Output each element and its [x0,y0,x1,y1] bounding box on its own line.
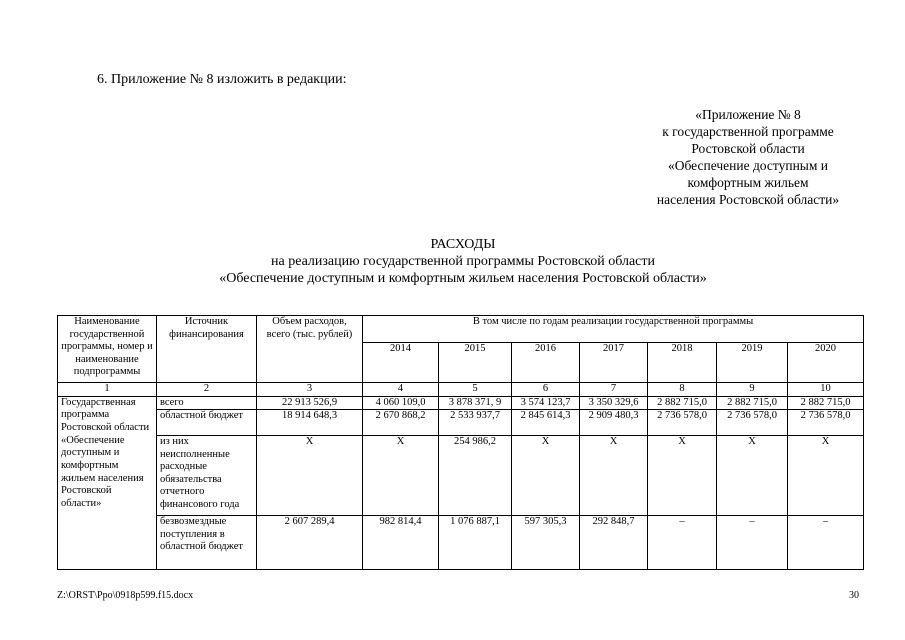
program-name-cell: Государственная программа Ростовской области «Обеспечение доступным и комфортным жильем населения Ростовской области» [58,396,157,570]
header-funding-source: Источник финансирования [157,316,257,383]
total-value: 18 914 648,3 [257,410,363,436]
year-value: 1 076 887,1 [439,516,512,570]
title-program: «Обеспечение доступным и комфортным жильем населения Ростовской области» [219,271,707,286]
appendix-reference [630,106,866,208]
year-value: Х [648,436,717,516]
appendix-line: «Приложение № 8 [695,107,801,122]
title-heading: РАСХОДЫ [430,237,496,252]
appendix-line: населения Ростовской области» [656,192,840,207]
year-value: 2 736 578,0 [717,410,788,436]
year-value: – [717,516,788,570]
appendix-line: к государственной программе [662,124,834,139]
appendix-line: комфортным жильем [687,175,809,190]
title-subline: на реализацию государственной программы Ростовской области [270,254,655,269]
column-number: 6 [512,383,580,397]
funding-source: из них неисполненные расходные обязательства отчетного финансового года [157,436,257,516]
year-value: 2 909 480,3 [580,410,648,436]
year-value: 3 574 123,7 [512,396,580,410]
year-value: 4 060 109,0 [363,396,439,410]
column-number: 3 [257,383,363,397]
column-number: 1 [58,383,157,397]
table-row [58,396,864,410]
table-row [58,516,864,570]
year-value: 2 736 578,0 [648,410,717,436]
year-value: 254 986,2 [439,436,512,516]
header-year: 2016 [512,343,580,383]
total-value: Х [257,436,363,516]
header-year: 2020 [788,343,864,383]
footer-file-path: Z:\ORST\Ppo\0918p599.f15.docx [57,590,194,601]
column-number: 4 [363,383,439,397]
header-year: 2017 [580,343,648,383]
appendix-line: Ростовской области [691,141,805,156]
year-value: Х [717,436,788,516]
funding-source: безвозмездные поступления в областной бюджет [157,516,257,570]
column-number: 7 [580,383,648,397]
year-value: – [648,516,717,570]
page-number: 30 [849,590,859,601]
funding-source: областной бюджет [157,410,257,436]
header-row [58,316,864,343]
year-value: – [788,516,864,570]
year-value: Х [788,436,864,516]
year-value: 2 882 715,0 [788,396,864,410]
expenses-table [57,315,864,570]
year-value: 982 814,4 [363,516,439,570]
year-value: 2 670 868,2 [363,410,439,436]
year-value: 2 533 937,7 [439,410,512,436]
header-year: 2015 [439,343,512,383]
column-number: 9 [717,383,788,397]
column-number-row [58,383,864,397]
year-value: 2 882 715,0 [717,396,788,410]
header-program-name: Наименование государственной программы, номер и наименование подпрограммы [58,316,157,383]
header-total-expenses: Объем расходов, всего (тыс. рублей) [257,316,363,383]
header-years-group: В том числе по годам реализации государственной программы [363,316,864,343]
header-year: 2014 [363,343,439,383]
total-value: 2 607 289,4 [257,516,363,570]
year-value: Х [580,436,648,516]
year-value: Х [363,436,439,516]
table-row [58,436,864,516]
year-value: 3 350 329,6 [580,396,648,410]
year-value: 3 878 371, 9 [439,396,512,410]
year-value: 292 848,7 [580,516,648,570]
header-year: 2018 [648,343,717,383]
column-number: 5 [439,383,512,397]
column-number: 2 [157,383,257,397]
year-value: 597 305,3 [512,516,580,570]
year-value: 2 736 578,0 [788,410,864,436]
year-value: 2 882 715,0 [648,396,717,410]
header-year: 2019 [717,343,788,383]
column-number: 10 [788,383,864,397]
total-value: 22 913 526,9 [257,396,363,410]
appendix-line: «Обеспечение доступным и [667,158,829,173]
column-number: 8 [648,383,717,397]
intro-text: 6. Приложение № 8 изложить в редакции: [97,72,347,87]
document-title [120,236,806,287]
table-row [58,410,864,436]
year-value: Х [512,436,580,516]
year-value: 2 845 614,3 [512,410,580,436]
funding-source: всего [157,396,257,410]
